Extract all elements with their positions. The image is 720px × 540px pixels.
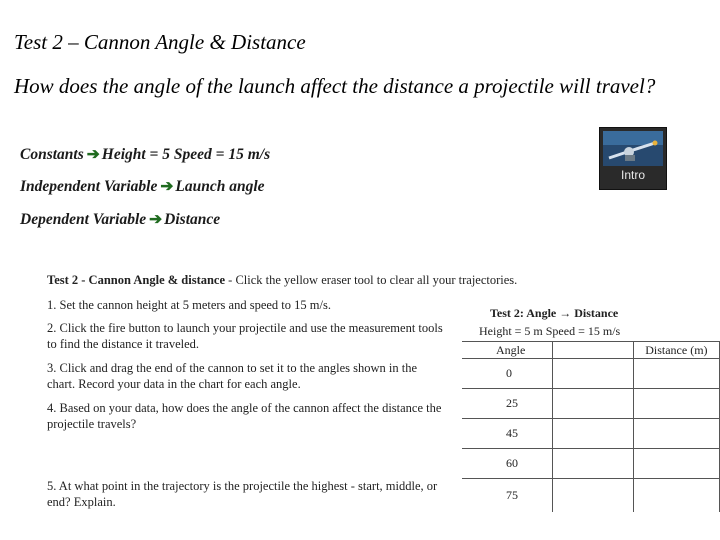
distance-cell: [633, 419, 719, 449]
independent-variable-line: [20, 177, 265, 196]
angle-cell: 25: [462, 389, 553, 419]
blank-cell: [553, 449, 634, 479]
angle-cell: 0: [462, 359, 553, 389]
worksheet-step: 1. Set the cannon height at 5 meters and speed to 15 m/s.: [47, 298, 331, 312]
constants-label: Constants: [20, 146, 84, 163]
blank-cell: [553, 359, 634, 389]
arrow-right-icon: ➔: [86, 146, 100, 163]
research-question: How does the angle of the launch affect the distance a projectile will travel?: [14, 74, 656, 98]
slide-title: Test 2 – Cannon Angle & Distance: [14, 30, 306, 54]
table-header-row: [462, 342, 720, 359]
angle-cell: 75: [462, 479, 553, 513]
angle-cell: 60: [462, 449, 553, 479]
table-row: [462, 389, 720, 419]
independent-variable-value: Launch angle: [175, 178, 265, 195]
blank-cell: [553, 479, 634, 513]
worksheet-step: 2. Click the fire button to launch your projectile and use the measurement tools to find the distance it traveled.: [47, 321, 443, 351]
independent-variable-label: Independent Variable: [20, 178, 158, 195]
column-header-blank: [553, 342, 634, 359]
worksheet-step: 4. Based on your data, how does the angle of the cannon affect the distance the projectile travels?: [47, 401, 442, 431]
dependent-variable-label: Dependent Variable: [20, 211, 147, 228]
table-row: [462, 479, 720, 513]
worksheet-step: 5. At what point in the trajectory is the projectile the highest - start, middle, or end? Explain.: [47, 479, 438, 509]
intro-label: Intro: [620, 168, 645, 182]
column-header-distance: Distance (m): [633, 342, 719, 359]
worksheet-heading-bold: Test 2 - Cannon Angle & distance: [47, 273, 226, 287]
distance-cell: [633, 479, 719, 513]
blank-cell: [553, 389, 634, 419]
table-row: [462, 359, 720, 389]
constants-value: Height = 5 Speed = 15 m/s: [101, 146, 271, 163]
distance-cell: [633, 449, 719, 479]
distance-cell: [633, 389, 719, 419]
blank-cell: [553, 419, 634, 449]
data-table: [462, 341, 720, 512]
table-row: [462, 449, 720, 479]
table-row: [462, 419, 720, 449]
worksheet-heading-rest: - Click the yellow eraser tool to clear all your trajectories.: [225, 273, 518, 287]
distance-cell: [633, 359, 719, 389]
column-header-angle: Angle: [462, 342, 553, 359]
cannon-thumbnail-icon: [603, 131, 663, 166]
table-subtitle: Height = 5 m Speed = 15 m/s: [479, 324, 621, 338]
arrow-right-icon: ➔: [160, 178, 174, 195]
dependent-variable-line: [20, 210, 220, 229]
arrow-right-icon: ➔: [149, 211, 163, 228]
worksheet-heading: [47, 272, 607, 288]
table-title: Test 2: Angle → Distance: [490, 306, 619, 320]
angle-cell: 45: [462, 419, 553, 449]
constants-line: [20, 145, 270, 164]
intro-button[interactable]: [599, 127, 667, 190]
worksheet-step: 3. Click and drag the end of the cannon to set it to the angles shown in the chart. Record your data in the chart for each angle.: [47, 361, 418, 391]
dependent-variable-value: Distance: [164, 211, 221, 228]
